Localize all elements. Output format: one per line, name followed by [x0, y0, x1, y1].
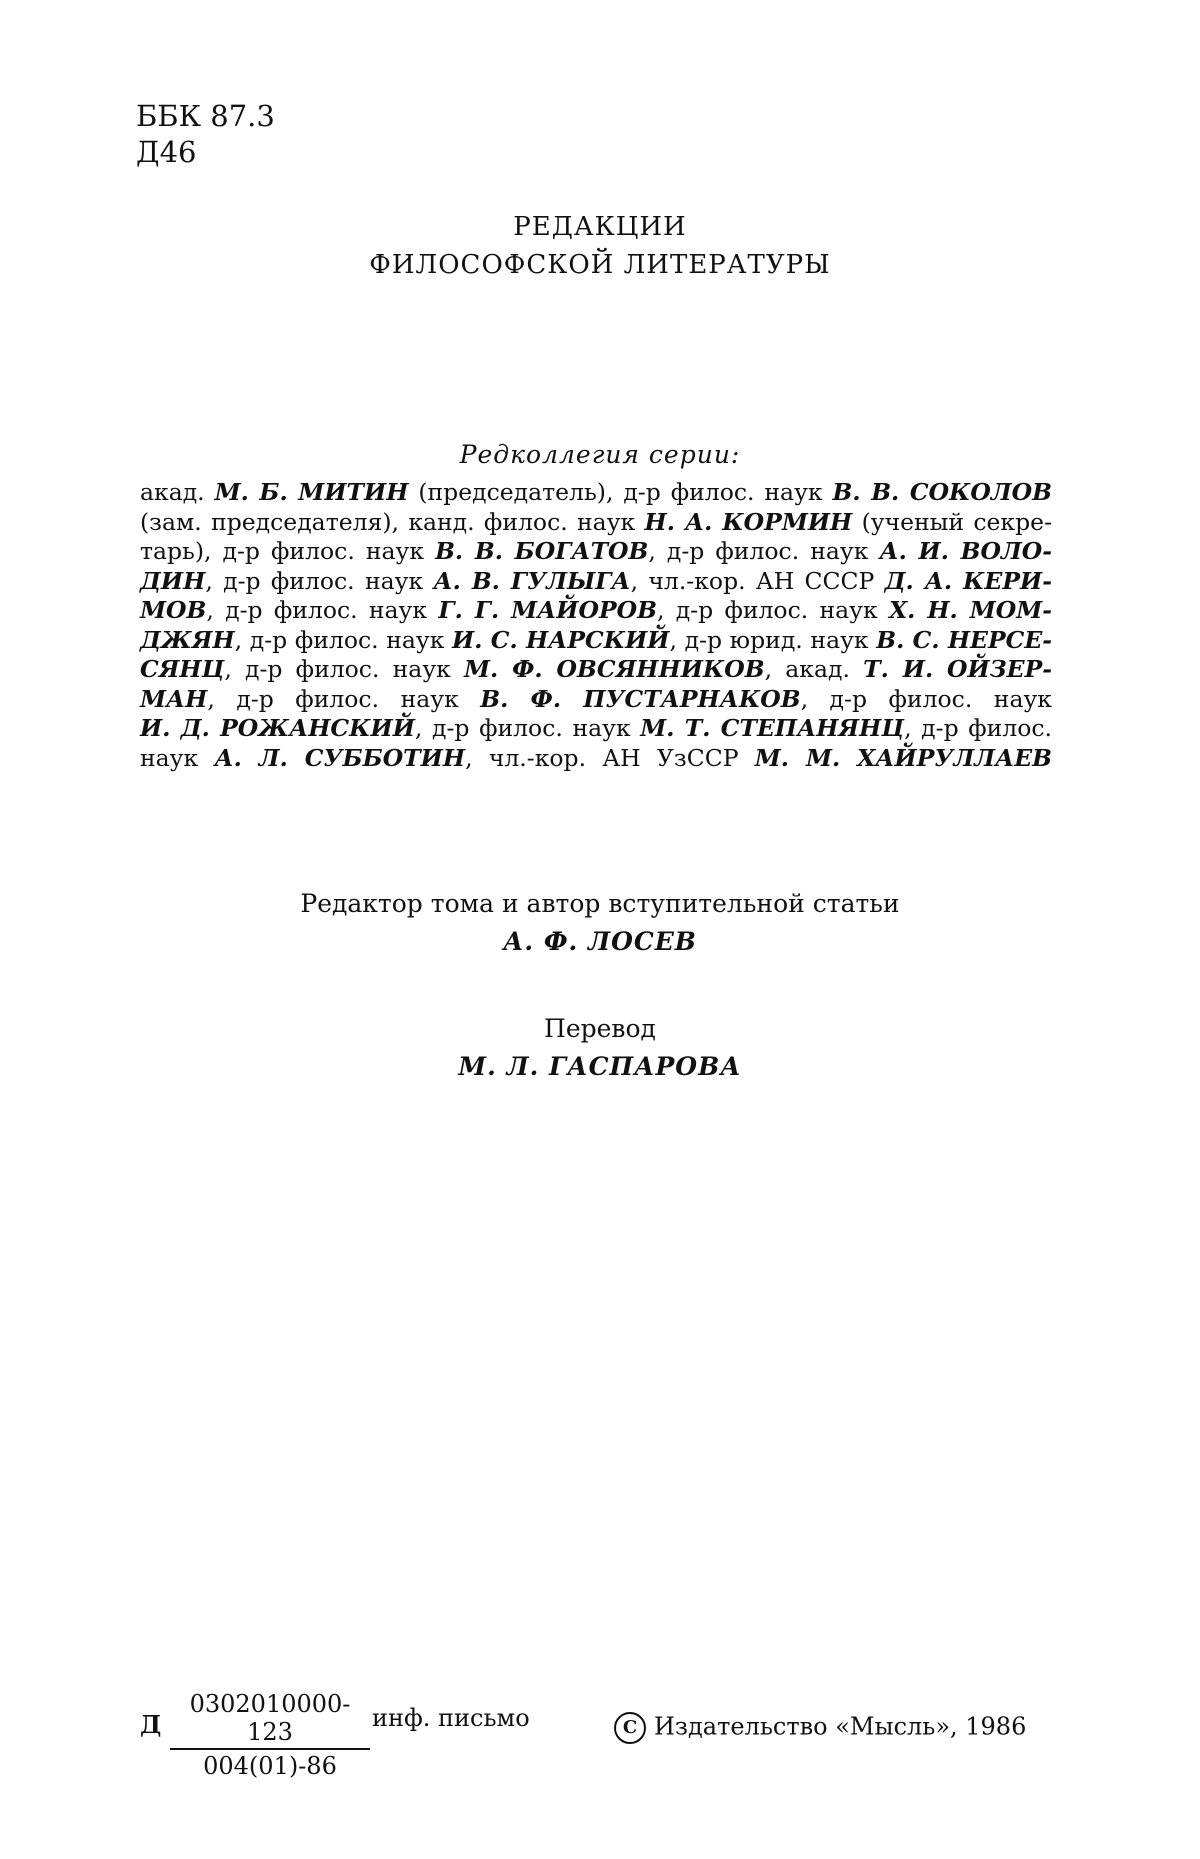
board-text: , д-р филос. наук	[224, 655, 465, 683]
copyright-icon: C	[614, 1712, 646, 1744]
board-text: , акад.	[764, 655, 864, 683]
board-member-name: ДИН	[140, 566, 206, 595]
translation-role: Перевод	[544, 1014, 656, 1043]
board-text: , д-р филос. наук	[205, 566, 434, 595]
board-member-name: А. Л. СУББОТИН	[214, 743, 466, 772]
board-member-name: М. Ф. ОВСЯННИКОВ	[464, 655, 765, 683]
board-line	[140, 744, 1052, 774]
board-member-name: И. Д. РОЖАНСКИЙ	[140, 714, 415, 742]
editorial-board-list	[140, 478, 1052, 773]
board-text: акад.	[140, 478, 215, 506]
board-text: , чл.-кор. АН СССР	[630, 566, 885, 595]
board-member-name: А. И. ВОЛО-	[879, 537, 1052, 565]
board-text: , д-р филос. наук	[648, 537, 880, 565]
board-text: , чл.-кор. АН УзССР	[465, 743, 755, 772]
board-member-name: В. С. НЕРСЕ-	[876, 625, 1052, 654]
board-text: , д-р филос. наук	[206, 596, 439, 624]
board-text: , д-р филос. наук	[656, 596, 889, 624]
board-member-name: В. В. БОГАТОВ	[435, 537, 649, 565]
copyright-notice	[614, 1712, 1026, 1744]
copyright-text: Издательство «Мысль», 1986	[654, 1712, 1027, 1741]
imprint-fraction	[170, 1690, 370, 1780]
board-member-name: И. С. НАРСКИЙ	[452, 625, 670, 654]
editorial-board-heading: Редколлегия серии:	[459, 440, 741, 469]
board-line	[140, 478, 1052, 508]
board-member-name: М. Т. СТЕПАНЯНЦ	[640, 714, 905, 742]
board-text: наук	[140, 743, 215, 772]
board-text: тарь), д-р филос. наук	[140, 537, 436, 565]
board-text: (председатель), д-р филос. наук	[408, 478, 833, 506]
board-text: (зам. председателя), канд. филос. наук	[140, 507, 645, 536]
board-member-name: Г. Г. МАЙОРОВ	[438, 596, 657, 624]
board-text: , д-р филос. наук	[207, 684, 481, 713]
board-member-name: М. М. ХАЙРУЛЛАЕВ	[754, 743, 1052, 772]
board-text: (ученый секре-	[852, 507, 1053, 536]
board-line	[140, 714, 1052, 744]
board-member-name: М. Б. МИТИН	[214, 478, 409, 506]
board-line	[140, 508, 1052, 538]
board-member-name: ДЖЯН	[140, 625, 235, 654]
translation-block	[0, 1010, 1200, 1086]
board-member-name: Д. А. КЕРИ-	[884, 566, 1052, 595]
imprint-note: инф. письмо	[372, 1704, 530, 1732]
publisher-line-2: ФИЛОСОФСКОЙ ЛИТЕРАТУРЫ	[369, 250, 831, 280]
volume-editor-role: Редактор тома и автор вступительной статьи	[300, 889, 900, 918]
board-text: , д-р филос.	[904, 714, 1052, 742]
board-member-name: Т. И. ОЙЗЕР-	[863, 655, 1052, 683]
volume-editor-name: А. Ф. ЛОСЕВ	[503, 927, 697, 956]
board-member-name: А. В. ГУЛЫГА	[433, 566, 631, 595]
board-line	[140, 537, 1052, 567]
board-member-name: Х. Н. МОМ-	[888, 596, 1052, 624]
imprint-letter: Д	[140, 1710, 162, 1739]
board-member-name: В. Ф. ПУСТАРНАКОВ	[480, 684, 801, 713]
imprint-numerator: 0302010000-123	[170, 1690, 370, 1750]
imprint-denominator: 004(01)-86	[203, 1752, 337, 1780]
board-text: , д-р юрид. наук	[669, 625, 877, 654]
board-line	[140, 626, 1052, 656]
board-member-name: Н. А. КОРМИН	[644, 507, 853, 536]
board-member-name: СЯНЦ	[140, 655, 225, 683]
board-text: , д-р филос. наук	[800, 684, 1052, 713]
publisher-line-1: РЕДАКЦИИ	[513, 212, 687, 242]
board-member-name: МОВ	[140, 596, 207, 624]
board-text: , д-р филос. наук	[234, 625, 453, 654]
board-member-name: В. В. СОКОЛОВ	[832, 478, 1053, 506]
publisher-heading	[0, 208, 1200, 284]
board-line	[140, 655, 1052, 685]
bbk-code: ББК 87.3	[136, 99, 275, 133]
board-line	[140, 685, 1052, 715]
board-line	[140, 596, 1052, 626]
classification-codes	[136, 98, 275, 170]
volume-editor-block	[0, 885, 1200, 961]
board-member-name: МАН	[140, 684, 208, 713]
translator-name: М. Л. ГАСПАРОВА	[458, 1052, 742, 1081]
author-mark: Д46	[136, 135, 197, 169]
board-text: , д-р филос. наук	[414, 714, 641, 742]
board-line	[140, 567, 1052, 597]
